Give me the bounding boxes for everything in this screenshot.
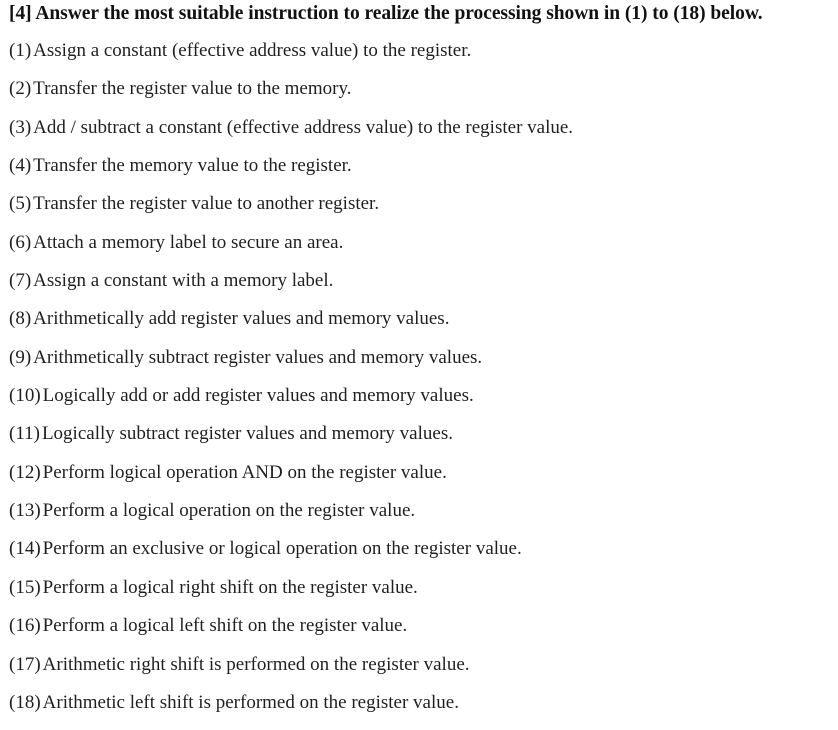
list-item bbox=[9, 347, 573, 385]
list-item bbox=[9, 385, 573, 423]
item-text: Arithmetically add register values and memory values. bbox=[33, 308, 450, 330]
instruction-list bbox=[9, 40, 573, 730]
list-item bbox=[9, 423, 573, 461]
item-text: Perform an exclusive or logical operation on the register value. bbox=[42, 538, 522, 560]
list-item bbox=[9, 692, 573, 730]
list-item bbox=[9, 193, 573, 231]
list-item bbox=[9, 500, 573, 538]
item-text: Assign a constant with a memory label. bbox=[33, 270, 334, 292]
item-text: Transfer the register value to another register. bbox=[33, 193, 380, 215]
item-number: (7) bbox=[9, 270, 32, 292]
list-item bbox=[9, 538, 573, 576]
item-number: (9) bbox=[9, 346, 32, 368]
item-text: Arithmetically subtract register values and memory values. bbox=[33, 346, 483, 368]
list-item bbox=[9, 308, 573, 346]
item-text: Perform a logical left shift on the register value. bbox=[42, 615, 408, 637]
item-text: Perform logical operation AND on the register value. bbox=[42, 461, 447, 483]
item-text: Logically subtract register values and memory values. bbox=[41, 423, 453, 445]
list-item bbox=[9, 117, 573, 155]
item-text: Assign a constant (effective address value) to the register. bbox=[33, 40, 472, 61]
item-text: Add / subtract a constant (effective address value) to the register value. bbox=[33, 116, 574, 138]
item-text: Attach a memory label to secure an area. bbox=[33, 231, 344, 253]
item-text: Transfer the register value to the memory. bbox=[33, 78, 352, 100]
list-item bbox=[9, 155, 573, 193]
item-text: Transfer the memory value to the register. bbox=[33, 155, 352, 177]
list-item bbox=[9, 40, 573, 78]
item-number: (3) bbox=[9, 116, 32, 138]
list-item bbox=[9, 270, 573, 308]
list-item bbox=[9, 615, 573, 653]
item-number: (4) bbox=[9, 155, 32, 177]
item-text: Perform a logical right shift on the register value. bbox=[42, 576, 418, 598]
item-number: (11) bbox=[9, 423, 40, 445]
item-number: (12) bbox=[9, 461, 41, 483]
item-text: Perform a logical operation on the register value. bbox=[42, 500, 416, 522]
item-text: Arithmetic left shift is performed on the register value. bbox=[42, 691, 459, 713]
item-number: (6) bbox=[9, 231, 32, 253]
question-heading: [4] Answer the most suitable instruction to realize the processing shown in (1) to (18) below. bbox=[9, 3, 763, 24]
item-number: (17) bbox=[9, 653, 41, 675]
list-item bbox=[9, 78, 573, 116]
item-number: (10) bbox=[9, 385, 41, 407]
item-number: (15) bbox=[9, 576, 41, 598]
item-text: Logically add or add register values and memory values. bbox=[42, 385, 474, 407]
list-item bbox=[9, 232, 573, 270]
item-number: (14) bbox=[9, 538, 41, 560]
list-item bbox=[9, 462, 573, 500]
list-item bbox=[9, 654, 573, 692]
item-text: Arithmetic right shift is performed on the register value. bbox=[42, 653, 470, 675]
item-number: (16) bbox=[9, 615, 41, 637]
list-item bbox=[9, 577, 573, 615]
item-number: (8) bbox=[9, 308, 32, 330]
item-number: (2) bbox=[9, 78, 32, 100]
item-number: (13) bbox=[9, 500, 41, 522]
item-number: (1) bbox=[9, 40, 32, 61]
item-number: (18) bbox=[9, 691, 41, 713]
item-number: (5) bbox=[9, 193, 32, 215]
